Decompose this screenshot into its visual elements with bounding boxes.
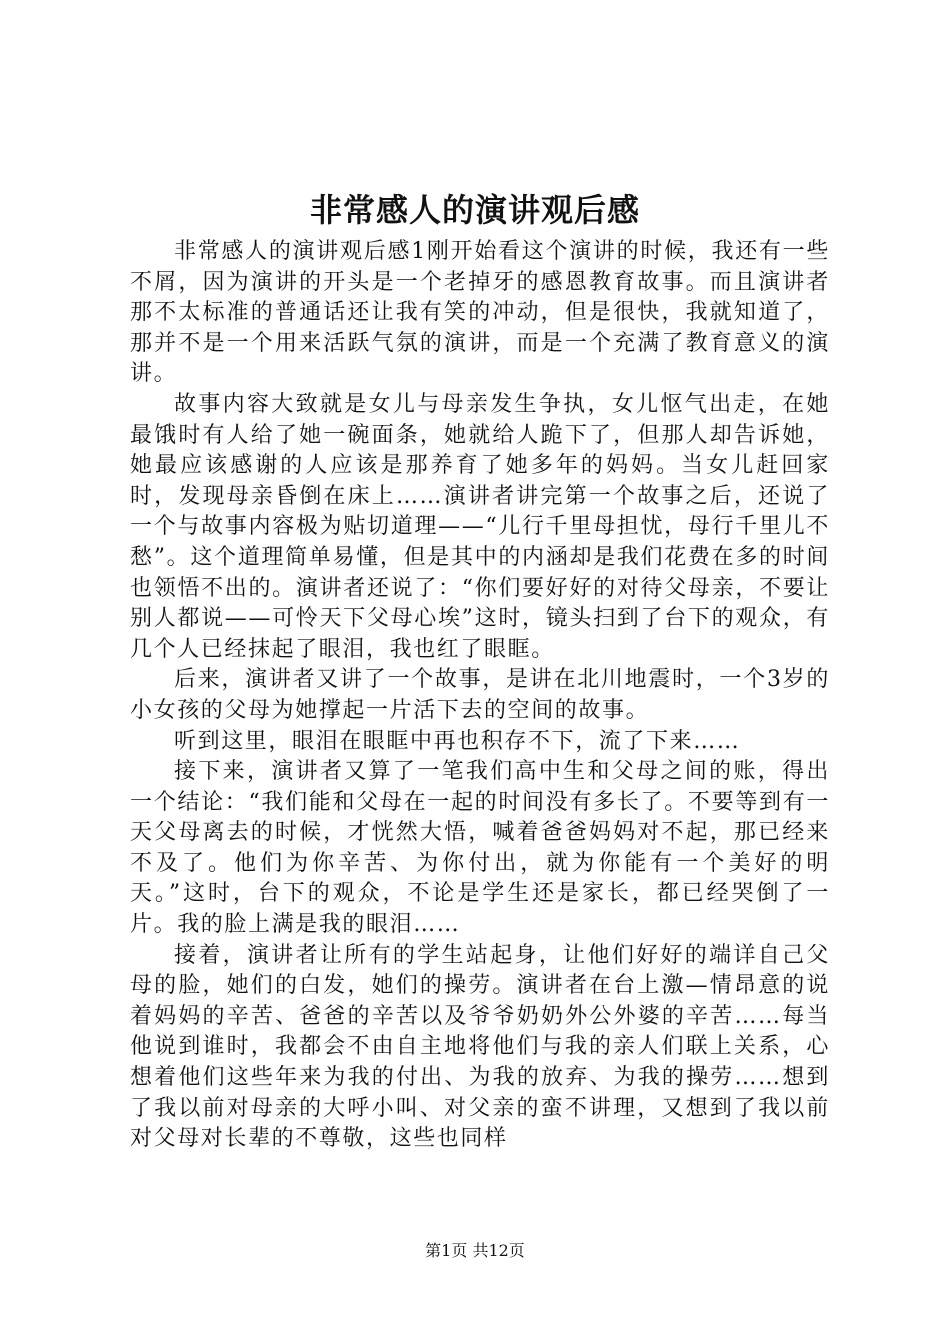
paragraph-5: 接下来，演讲者又算了一笔我们高中生和父母之间的账，得出一个结论：“我们能和父母在一起的时间没有多长了。不要等到有一天父母离去的时候，才恍然大悟，喊着爸爸妈妈对不起，那已经来不及了。他们为你辛苦、为你付出，就为你能有一个美好的明天。”这时，台下的观众，不论是学生还是家长，都已经哭倒了一片。我的脸上满是我的眼泪…… bbox=[130, 759, 830, 938]
document-title: 非常感人的演讲观后感 bbox=[309, 191, 640, 229]
paragraph-1: 非常感人的演讲观后感1刚开始看这个演讲的时候，我还有一些不屑，因为演讲的开头是一个老掉牙的感恩教育故事。而且演讲者那不太标准的普通话还让我有笑的冲动，但是很快，我就知道了，那并不是一个用来活跃气氛的演讲，而是一个充满了教育意义的演讲。 bbox=[130, 239, 830, 387]
paragraph-2: 故事内容大致就是女儿与母亲发生争执，女儿怄气出走，在她最饿时有人给了她一碗面条，她就给人跪下了，但那人却告诉她，她最应该感谢的人应该是那养育了她多年的妈妈。当女儿赶回家时，发现母亲昏倒在床上……演讲者讲完第一个故事之后，还说了一个与故事内容极为贴切道理——“儿行千里母担忧，母行千里儿不愁”。这个道理简单易懂，但是其中的内涵却是我们花费在多的时间也领悟不出的。演讲者还说了：“你们要好好的对待父母亲，不要让别人都说——可怜天下父母心埃”这时，镜头扫到了台下的观众，有几个人已经抹起了眼泪，我也红了眼眶。 bbox=[130, 391, 830, 662]
paragraph-4: 听到这里，眼泪在眼眶中再也积存不下，流了下来…… bbox=[174, 728, 741, 754]
page-footer: 第1页 共12页 bbox=[425, 1241, 525, 1260]
paragraph-6: 接着，演讲者让所有的学生站起身，让他们好好的端详自己父母的脸，她们的白发，她们的操劳。演讲者在台上激—情昂意的说着妈妈的辛苦、爸爸的辛苦以及爷爷奶奶外公外婆的辛苦……每当他说到谁时，我都会不由自主地将他们与我的亲人们联上关系，心想着他们这些年来为我的付出、为我的放弃、为我的操劳……想到了我以前对母亲的大呼小叫、对父亲的蛮不讲理，又想到了我以前对父母对长辈的不尊敬，这些也同样 bbox=[130, 942, 830, 1152]
paragraph-3: 后来，演讲者又讲了一个故事，是讲在北川地震时，一个3岁的小女孩的父母为她撑起一片活下去的空间的故事。 bbox=[130, 667, 830, 723]
document-body bbox=[130, 237, 830, 1187]
